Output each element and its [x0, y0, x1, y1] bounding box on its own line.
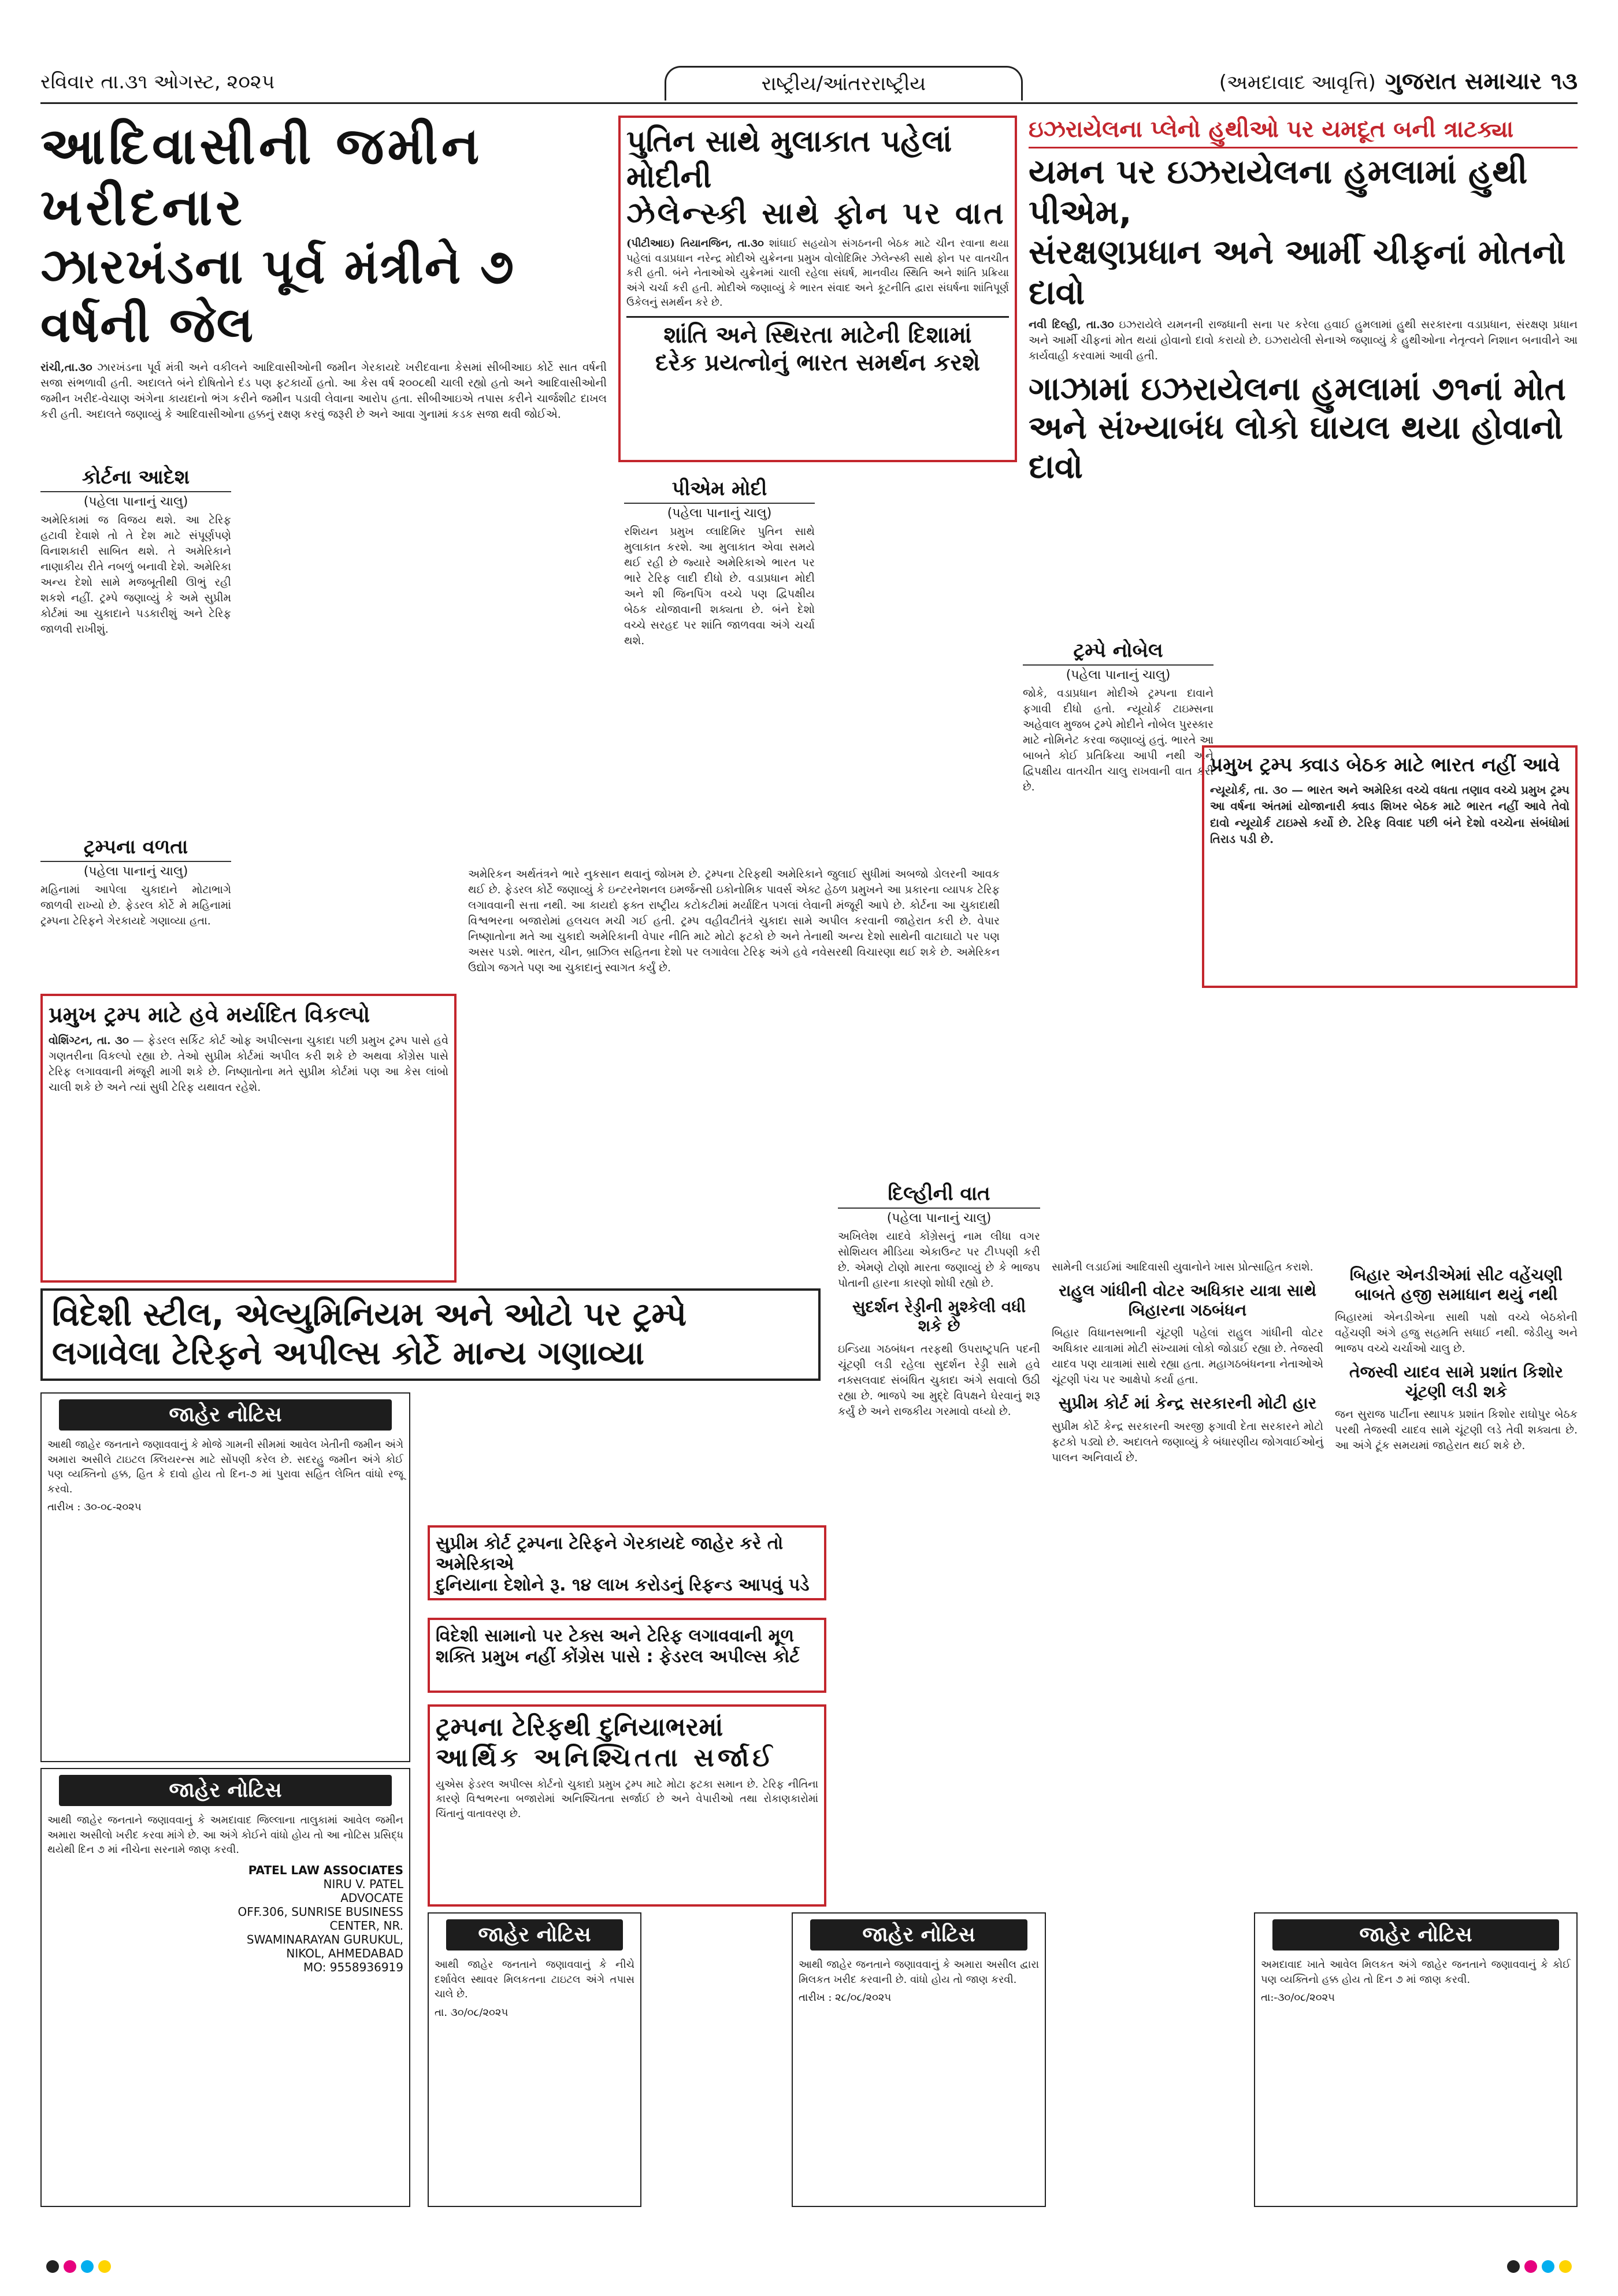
reg-dot: [1559, 2260, 1572, 2273]
page-number: ૧૩: [1550, 68, 1578, 95]
paper-name: ગુજરાત સમાચાર: [1385, 68, 1542, 95]
law-firm-block: [47, 1863, 403, 1974]
trump-nobel-continued: (પહેલા પાનાનું ચાલુ): [1066, 668, 1171, 682]
rahul-intro-body: સામેની લડાઈમાં આદિવાસી યુવાનોને ખાસ પ્રોત્સાહિત કરાશે.: [1052, 1261, 1313, 1273]
public-notice-1-title: જાહેર નોટિસ: [59, 1399, 392, 1431]
story-yemen-kicker: ઇઝરાયેલના પ્લેનો હુથીઓ પર યમદૂત બની ત્રાટક્યા: [1029, 116, 1578, 148]
column-rahul-supreme: [1052, 1260, 1323, 1837]
refund-banner-line-1: સુપ્રીમ કોર્ટ ટ્રમ્પના ટેરિફને ગેરકાયદે જાહેર કરે તો અમેરિકાએ: [436, 1533, 784, 1574]
rahul-body: બિહાર વિધાનસભાની ચૂંટણી પહેલાં રાહુલ ગાંધીની વોટર અધિકાર યાત્રામાં મોટી સંખ્યામાં લોકો જોડાઈ રહ્યા છે. તેજસ્વી યાદવ પણ યાત્રામાં સાથે રહ્યા હતા. મહાગઠબંધનના નેતાઓએ ચૂંટણી પંચ પર આક્ષેપો કર્યા હતા.: [1052, 1327, 1323, 1387]
court-order-title: કોર્ટના આદેશ: [40, 462, 231, 492]
steel-banner-line-1: વિદેશી સ્ટીલ, એલ્યુમિનિયમ અને ઓટો પર ટ્રમ્પે: [52, 1296, 686, 1333]
column-bihar: [1335, 1260, 1578, 1837]
delhi-talk-body: અખિલેશ યાદવે કોંગ્રેસનું નામ લીધા વગર સોશિયલ મીડિયા એકાઉન્ટ પર ટીપ્પણી કરી છે. એમણે ટોણો મારતા જણાવ્યું છે કે ભાજપ પોતાની હારના કારણો શોધી રહ્યો છે.: [838, 1230, 1040, 1290]
public-notice-3-date: તા. ૩૦/૦૮/૨૦૨૫: [435, 2006, 509, 2019]
tejashwi-body: જન સુરાજ પાર્ટીના સ્થાપક પ્રશાંત કિશોર રાઘોપુર બેઠક પરથી તેજસ્વી યાદવ સામે ચૂંટણી લડે તેવી શક્યતા છે. આ અંગે ટૂંક સમયમાં જાહેરાત થઈ શકે છે.: [1335, 1408, 1578, 1452]
law-firm-role: ADVOCATE: [340, 1890, 403, 1905]
column-pm-modi: [624, 474, 815, 820]
public-notice-1-body: આથી જાહેર જનતાને જણાવવાનું કે મોજે ગામની સીમમાં આવેલ ખેતીની જમીન અંગે અમારા અસીલે ટાઇટલ ક્લિયરન્સ માટે સોંપણી કરેલ છે. સદરહુ જમીન અંગે કોઈ પણ વ્યક્તિનો હક્ક, હિત કે દાવો હોય તો દિન-૭ માં પુરાવા સહિત લેખિત વાંધો રજૂ કરવો.: [47, 1439, 403, 1495]
public-notice-5-body: અમદાવાદ ખાતે આવેલ મિલકત અંગે જાહેર જનતાને જણાવવાનું કે કોઈ પણ વ્યક્તિનો હક્ક હોય તો દિન ૭ માં જાણ કરવી.: [1261, 1959, 1571, 1986]
steel-banner-line-2: લગાવેલા ટેરિફને અપીલ્સ કોર્ટે માન્ય ગણાવ્યા: [52, 1335, 645, 1373]
reg-dot: [81, 2260, 94, 2273]
supreme-body: સુપ્રીમ કોર્ટે કેન્દ્ર સરકારની અરજી ફગાવી દેતા સરકારને મોટો ફટકો પડ્યો છે. અદાલતે જણાવ્યું કે બંધારણીય જોગવાઈઓનું પાલન અનિવાર્ય છે.: [1052, 1420, 1323, 1464]
tejashwi-subhead: તેજસ્વી યાદવ સામે પ્રશાંત કિશોર ચૂંટણી લડી શકે: [1349, 1362, 1563, 1401]
story-yemen-body: નવી દિલ્હી, તા.૩૦ ઇઝરાયેલે યમનની રાજધાની સના પર કરેલા હવાઈ હુમલામાં હુથી સરકારના વડાપ્રધાન, સંરક્ષણ પ્રધાન અને આર્મી ચીફનાં મોત થયાં હોવાનો દાવો કરાયો છે. ઇઝરાયેલી સેનાએ જણાવ્યું કે હુથીઓના નેતૃત્વને નિશાન બનાવીને આ કાર્યવાહી કરવામાં આવી હતી.: [1029, 318, 1578, 363]
pm-modi-title: પીએમ મોદી: [624, 474, 815, 504]
story-tariff-continued: અમેરિકન અર્થતંત્રને ભારે નુકસાન થવાનું જોખમ છે. ટ્રમ્પના ટેરિફથી અમેરિકાને જુલાઈ સુધીમાં અબજો ડોલરની આવક થઈ છે. ફેડરલ કોર્ટે જણાવ્યું કે ઇન્ટરનેશનલ ઇમર્જન્સી ઇકોનોમિક પાવર્સ એક્ટ હેઠળ પ્રમુખને આ પ્રકારના વ્યાપક ટેરિફ લગાવવાની સત્તા નથી. આ કાયદો ફક્ત રાષ્ટ્રીય કટોકટીમાં મર્યાદિત પગલાં લેવાની મંજૂરી આપે છે. કોર્ટના આ ચુકાદાથી વિશ્વભરના બજારોમાં હલચલ મચી ગઈ હતી. ટ્રમ્પ વહીવટીતંત્રે ચુકાદા સામે અપીલ કરવાની જાહેરાત કરી છે. વેપાર નિષ્ણાતોના મતે આ ચુકાદો અમેરિકાની વેપાર નીતિ માટે મોટો ફટકો છે અને તેનાથી અન્ય દેશો સાથેની વાટાઘાટો પર પણ અસર પડશે. ભારત, ચીન, બ્રાઝિલ સહિતના દેશો પર લગાવેલા ટેરિફ અંગે હવે નવેસરથી વિચારણા થઈ શકે છે. અમેરિકન ઉદ્યોગ જગતે પણ આ ચુકાદાનું સ્વાગત કર્યું છે.: [468, 868, 1000, 974]
bihar-body: બિહારમાં એનડીએના સાથી પક્ષો વચ્ચે બેઠકોની વહેંચણી અંગે હજુ સહમતિ સધાઈ નથી. જેડીયુ અને ભાજપ વચ્ચે ચર્ચાઓ ચાલુ છે.: [1335, 1311, 1578, 1355]
law-firm-address-1: OFF.306, SUNRISE BUSINESS: [237, 1904, 403, 1919]
story-modi-zelensky: [618, 116, 1017, 462]
column-court-order: [40, 462, 231, 832]
story-adivasi-land: [40, 116, 607, 421]
column-trump-tariff: [40, 832, 231, 994]
refund-banner-line-2: દુનિયાના દેશોને રૂ. ૧૪ લાખ કરોડનું રિફન્ડ આપવું પડે: [436, 1575, 810, 1595]
trump-tariff-title: ટ્રમ્પના વળતા: [40, 832, 231, 862]
public-notice-3-body: આથી જાહેર જનતાને જણાવવાનું કે નીચે દર્શાવેલ સ્થાવર મિલકતના ટાઇટલ અંગે તપાસ ચાલે છે.: [435, 1959, 634, 2001]
trump-tariff-continued: (પહેલા પાનાનું ચાલુ): [83, 864, 188, 879]
reg-dot: [64, 2260, 76, 2273]
chaos-box-body: યુએસ ફેડરલ અપીલ્સ કોર્ટનો ચુકાદો પ્રમુખ ટ્રમ્પ માટે મોટા ફટકા સમાન છે. ટેરિફ નીતિના કારણે વિશ્વભરના બજારોમાં અનિશ્ચિતતા સર્જાઈ છે અને વેપારીઓ તથા રોકાણકારોમાં ચિંતાનું વાતાવરણ છે.: [436, 1778, 818, 1820]
story-modi-dateline: (પીટીઆઇ) તિયાનજિન, તા.૩૦: [626, 237, 764, 250]
sudarshan-body: ઇન્ડિયા ગઠબંધન તરફથી ઉપરાષ્ટ્રપતિ પદની ચૂંટણી લડી રહેલા સુદર્શન રેડ્ડી સામે હવે નક્સલવાદ સંબંધિત ચુકાદા અંગે સવાલો ઉઠી રહ્યા છે. ભાજપે આ મુદ્દે વિપક્ષને ઘેરવાનું શરૂ કર્યું છે અને રાજકીય ગરમાવો વધ્યો છે.: [838, 1343, 1040, 1418]
law-firm-name: PATEL LAW ASSOCIATES: [248, 1863, 403, 1877]
public-notice-2: [40, 1768, 410, 2207]
trump-nobel-body: જોકે, વડાપ્રધાન મોદીએ ટ્રમ્પના દાવાને ફગાવી દીધો હતો. ન્યૂયોર્ક ટાઇમ્સના અહેવાલ મુજબ ટ્રમ્પે મોદીને નોબેલ પુરસ્કાર માટે નોમિનેટ કરવા જણાવ્યું હતું. ભારતે આ બાબતે કોઈ પ્રતિક્રિયા આપી નથી અને દ્વિપક્ષીય વાતચીત ચાલુ રાખવાની વાત કરી છે.: [1023, 687, 1214, 793]
public-notice-4-title: જાહેર નોટિસ: [810, 1919, 1027, 1951]
story-adivasi-body: રાંચી,તા.૩૦ ઝારખંડના પૂર્વ મંત્રી અને વકીલને આદિવાસીઓની જમીન ગેરકાયદે ખરીદવાના કેસમાં સીબીઆઇ કોર્ટે સાત વર્ષની સજા સંભળાવી હતી. અદાલતે બંને દોષિતોને દંડ પણ ફટકાર્યો હતો. આ કેસ વર્ષ ૨૦૦૮થી ચાલી રહ્યો હતો અને આદિવાસીઓની જમીન ખરીદ-વેચાણ અંગેના કાયદાનો ભંગ કરીને જમીન પડાવી લેવાના આરોપ હતા. સીબીઆઇએ તપાસ કરીને ચાર્જશીટ દાખલ કરી હતી. અદાલતે જણાવ્યું કે આદિવાસીઓના હક્કનું રક્ષણ કરવું જરૂરી છે અને આવા ગુનામાં કડક સજા થવી જોઈએ.: [40, 361, 607, 421]
box-economic-uncertainty: [428, 1704, 826, 1907]
box-trump-options: [40, 994, 457, 1283]
issue-date: રવિવાર તા.૩૧ ઓગસ્ટ, ૨૦૨૫: [40, 70, 275, 94]
court-order-body: અમેરિકામાં જ વિજય થશે. આ ટેરિફ હટાવી દેવાશે તો તે દેશ માટે સંપૂર્ણપણે વિનાશકારી સાબિત થશે. તે અમેરિકાને નાણાકીય રીતે નબળું બનાવી દેશે. અમેરિકા અન્ય દેશો સામે મજબૂતીથી ઊભું રહી શકશે નહીં. ટ્રમ્પે જણાવ્યું કે અમે સુપ્રીમ કોર્ટમાં આ ચુકાદાને પડકારીશું અને ટેરિફ જાળવી રાખીશું.: [40, 514, 231, 636]
registration-marks-right: [1507, 2260, 1572, 2273]
story-yemen-israel: [1029, 116, 1578, 508]
public-notice-4: [792, 1912, 1046, 2207]
options-box-title: પ્રમુખ ટ્રમ્પ માટે હવે મર્યાદિત વિકલ્પો: [49, 1002, 370, 1027]
options-box-body: વોશિંગ્ટન, તા. ૩૦ — ફેડરલ સર્કિટ કોર્ટ ઓફ અપીલ્સના ચુકાદા પછી પ્રમુખ ટ્રમ્પ પાસે હવે ગણતરીના વિકલ્પો રહ્યા છે. તેઓ સુપ્રીમ કોર્ટમાં અપીલ કરી શકે છે અથવા કોંગ્રેસ પાસે ટેરિફ લગાવવાની મંજૂરી માગી શકે છે. નિષ્ણાતોના મતે સુપ્રીમ કોર્ટમાં પણ આ કેસ લાંબો ચાલી શકે છે અને ત્યાં સુધી ટેરિફ યથાવત રહેશે.: [49, 1034, 448, 1094]
public-notice-5-date: તા:-૩૦/૦૮/૨૦૨૫: [1261, 1992, 1335, 2004]
story-yemen-dateline: નવી દિલ્હી, તા.૩૦: [1029, 318, 1114, 332]
section-label: રાષ્ટ્રીય/આંતરરાષ્ટ્રીય: [665, 66, 1023, 101]
chaos-box-line-1: ટ્રમ્પના ટેરિફથી દુનિયાભરમાં: [436, 1712, 723, 1742]
story-modi-subhead-2: દરેક પ્રયત્નોનું ભારત સમર્થન કરશે: [655, 349, 980, 376]
banner-steel-tariff: [40, 1288, 821, 1381]
column-trump-nobel: [1023, 636, 1214, 959]
sudarshan-subhead: સુદર્શન રેડ્ડીની મુશ્કેલી વધી શકે છે: [852, 1296, 1026, 1336]
law-firm-mobile: MO: 9558936919: [303, 1960, 403, 1974]
story-modi-body: (પીટીઆઇ) તિયાનજિન, તા.૩૦ શાંઘાઈ સહયોગ સંગઠનની બેઠક માટે ચીન રવાના થયા પહેલાં વડાપ્રધાન નરેન્દ્ર મોદીએ યુક્રેનના પ્રમુખ વોલોદિમિર ઝેલેન્સ્કી સાથે ફોન પર વાતચીત કરી હતી. બંને નેતાઓએ યુક્રેનમાં ચાલી રહેલા સંઘર્ષ, માનવીય સ્થિતિ અને શાંતિ પ્રક્રિયા અંગે ચર્ચા કરી હતી. મોદીએ જણાવ્યું કે ભારત સંવાદ અને કૂટનીતિ દ્વારા સંઘર્ષના શાંતિપૂર્ણ ઉકેલનું સમર્થન કરે છે.: [626, 237, 1009, 309]
masthead: [40, 64, 1578, 104]
column-delhi-talk: [838, 1179, 1040, 1774]
story-gaza-headline-2: અને સંખ્યાબંધ લોકો ઘાયલ થયા હોવાનો દાવો: [1029, 409, 1563, 486]
power-banner-line-1: વિદેશી સામાનો પર ટેક્સ અને ટેરિફ લગાવવાની મૂળ: [436, 1626, 795, 1646]
chaos-box-line-2: આર્થિક અનિશ્ચિતતા સર્જાઈ: [436, 1743, 776, 1773]
public-notice-4-body: આથી જાહેર જનતાને જણાવવાનું કે અમારા અસીલ દ્વારા મિલકત ખરીદ કરવાની છે. વાંધો હોય તો જાણ કરવી.: [799, 1959, 1039, 1986]
public-notice-3: [428, 1912, 641, 2207]
reg-dot: [46, 2260, 59, 2273]
reg-dot: [1542, 2260, 1554, 2273]
pm-modi-body: રશિયન પ્રમુખ વ્લાદિમિર પુતિન સાથે મુલાકાત કરશે. આ મુલાકાત એવા સમયે થઈ રહી છે જ્યારે અમેરિકાએ ભારત પર ભારે ટેરિફ લાદી દીધો છે. વડાપ્રધાન મોદી અને શી જિનપિંગ વચ્ચે પણ દ્વિપક્ષીય બેઠક યોજાવાની શક્યતા છે. બંને દેશો વચ્ચે સરહદ પર શાંતિ જાળવવા અંગે ચર્ચા થશે.: [624, 525, 815, 647]
story-adivasi-headline-2: ઝારખંડના પૂર્વ મંત્રીને ૭ વર્ષની જેલ: [40, 238, 515, 353]
options-box-dateline: વોશિંગ્ટન, તા. ૩૦: [49, 1034, 129, 1047]
story-adivasi-headline-1: આદિવાસીની જમીન ખરીદનાર: [40, 116, 483, 237]
public-notice-2-body: આથી જાહેર જનતાને જણાવવાનું કે અમદાવાદ જિલ્લાના તાલુકામાં આવેલ જમીન અમારા અસીલો ખરીદ કરવા માંગે છે. આ અંગે કોઈને વાંધો હોય તો આ નોટિસ પ્રસિદ્ધ થયેથી દિન ૭ માં નીચેના સરનામે જાણ કરવી.: [47, 1814, 403, 1856]
banner-congress-power: [428, 1618, 826, 1693]
law-firm-address-3: SWAMINARAYAN GURUKUL,: [246, 1932, 403, 1946]
banner-refund: [428, 1525, 826, 1600]
law-firm-address-2: CENTER, NR.: [329, 1918, 403, 1933]
story-modi-headline-2: ઝેલેન્સ્કી સાથે ફોન પર વાત: [626, 196, 1006, 231]
public-notice-5: [1254, 1912, 1578, 2207]
power-banner-line-2: શક્તિ પ્રમુખ નહીં કોંગ્રેસ પાસે : ફેડરલ અપીલ્સ કોર્ટ: [436, 1647, 800, 1667]
trump-nobel-title: ટ્રમ્પે નોબેલ: [1023, 636, 1214, 666]
pm-modi-continued: (પહેલા પાનાનું ચાલુ): [667, 506, 772, 521]
story-yemen-headline-1: યમન પર ઇઝરાયેલના હુમલામાં હુથી પીએમ,: [1029, 152, 1528, 232]
public-notice-1: [40, 1392, 410, 1762]
law-firm-person: NIRU V. PATEL: [323, 1877, 403, 1891]
quad-box-title: પ્રમુખ ટ્રમ્પ ક્વાડ બેઠક માટે ભારત નહીં આવે: [1210, 753, 1560, 777]
public-notice-4-date: તારીખ : ૨૮/૦૮/૨૦૨૫: [799, 1992, 892, 2004]
story-modi-headline-1: પુતિન સાથે મુલાકાત પહેલાં મોદીની: [626, 124, 952, 195]
delhi-talk-continued: (પહેલા પાનાનું ચાલુ): [886, 1211, 992, 1225]
public-notice-3-title: જાહેર નોટિસ: [446, 1919, 623, 1951]
story-gaza-headline-1: ગાઝામાં ઇઝરાયેલના હુમલામાં ૭૧નાં મોત: [1029, 370, 1566, 408]
public-notice-1-date: તારીખ : ૩૦-૦૮-૨૦૨૫: [47, 1501, 142, 1514]
reg-dot: [1524, 2260, 1537, 2273]
edition-label: [1219, 68, 1578, 95]
reg-dot: [98, 2260, 111, 2273]
court-order-continued: (પહેલા પાનાનું ચાલુ): [83, 495, 188, 509]
law-firm-address-4: NIKOL, AHMEDABAD: [286, 1946, 403, 1960]
story-adivasi-dateline: રાંચી,તા.૩૦: [40, 361, 92, 374]
story-modi-subhead-1: શાંતિ અને સ્થિરતા માટેની દિશામાં: [626, 316, 1009, 349]
edition-name: (અમદાવાદ આવૃત્તિ): [1219, 71, 1376, 94]
trump-tariff-body: મહિનામાં આપેલા ચુકાદાને મોટાભાગે જાળવી રાખ્યો છે. ફેડરલ કોર્ટે મે મહિનામાં ટ્રમ્પના ટેરિફને ગેરકાયદે ગણાવ્યા હતા.: [40, 883, 231, 927]
quad-box-dateline: ન્યૂયોર્ક, તા. ૩૦: [1210, 782, 1287, 797]
story-yemen-headline-2: સંરક્ષણપ્રધાન અને આર્મી ચીફનાં મોતનો દાવો: [1029, 232, 1566, 312]
public-notice-5-title: જાહેર નોટિસ: [1272, 1919, 1559, 1951]
public-notice-2-title: જાહેર નોટિસ: [59, 1775, 392, 1806]
registration-marks-left: [46, 2260, 111, 2273]
rahul-subhead: રાહુલ ગાંધીની વોટર અધિકાર યાત્રા સાથે બિહારના ગઠબંધન: [1058, 1280, 1316, 1320]
delhi-talk-title: દિલ્હીની વાત: [838, 1179, 1040, 1209]
quad-box-body: ન્યૂયોર્ક, તા. ૩૦ — ભારત અને અમેરિકા વચ્ચે વધતા તણાવ વચ્ચે પ્રમુખ ટ્રમ્પ આ વર્ષના અંતમાં યોજાનારી ક્વાડ શિખર બેઠક માટે ભારત નહીં આવે તેવો દાવો ન્યૂયોર્ક ટાઇમ્સે કર્યો છે. ટેરિફ વિવાદ પછી બંને દેશો વચ્ચેના સંબંધોમાં તિરાડ પડી છે.: [1210, 782, 1569, 846]
supreme-subhead: સુપ્રીમ કોર્ટ માં કેન્દ્ર સરકારની મોટી હાર: [1058, 1394, 1317, 1413]
box-quad-meeting: [1202, 745, 1578, 988]
reg-dot: [1507, 2260, 1520, 2273]
bihar-subhead: બિહાર એનડીએમાં સીટ વહેંચણી બાબતે હજી સમાધાન થયું નથી: [1349, 1265, 1563, 1304]
